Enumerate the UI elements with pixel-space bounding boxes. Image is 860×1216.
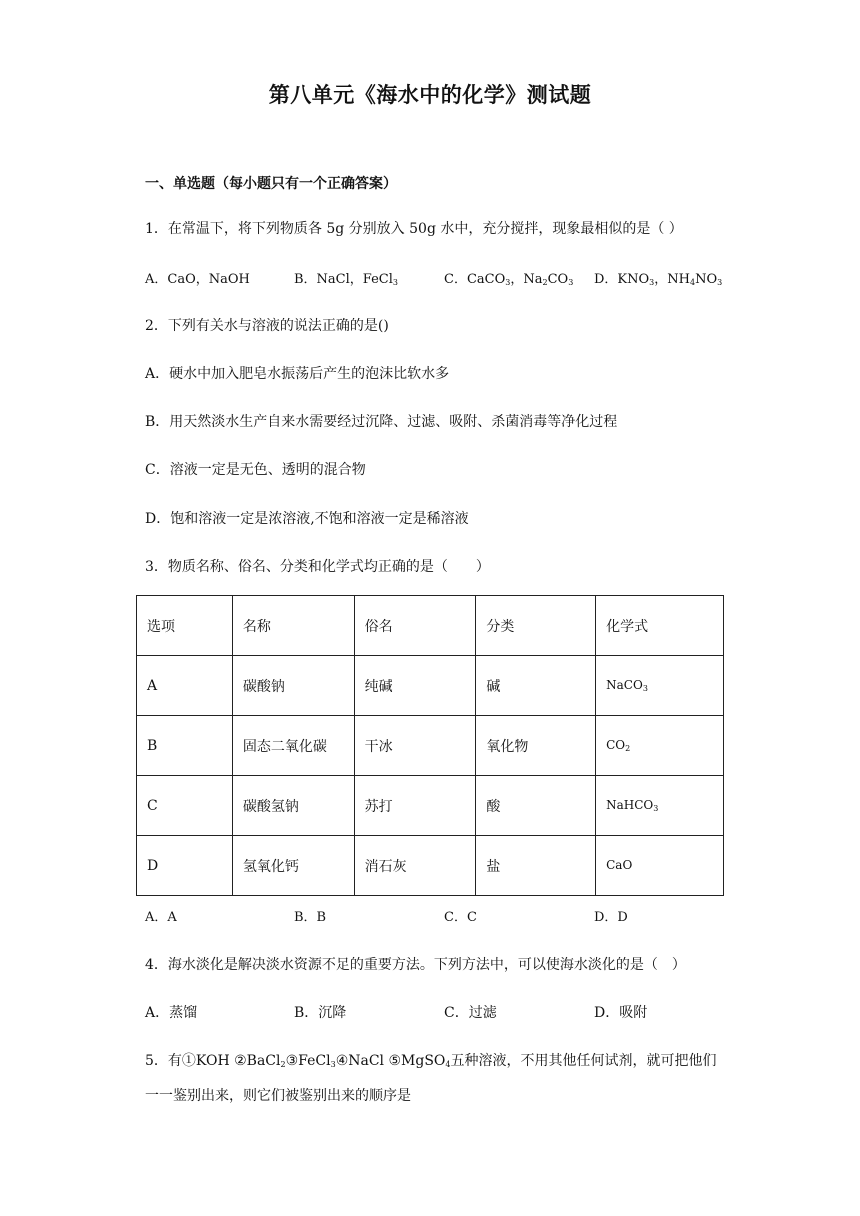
q4-option-a: A．蒸馏 xyxy=(145,1005,198,1021)
q1-option-b: B．NaCl，FeCl$_3$ xyxy=(294,272,398,287)
table-cell-formula: NaCO$_3$ xyxy=(596,656,724,716)
table-cell-formula: CaO xyxy=(596,836,724,896)
section-heading: 一、单选题（每小题只有一个正确答案） xyxy=(145,176,397,192)
table-header-row xyxy=(137,596,724,656)
table-header-cell: 分类 xyxy=(476,596,596,656)
table-cell-name: 氢氧化钙 xyxy=(232,836,354,896)
table-cell-option: D xyxy=(137,836,233,896)
table-cell-option: C xyxy=(137,776,233,836)
table-cell-option: A xyxy=(137,656,233,716)
table-row xyxy=(137,836,724,896)
q3-option-d: D．D xyxy=(594,910,628,925)
question-1-stem: 1．在常温下，将下列物质各 5g 分别放入 50g 水中，充分搅拌，现象最相似的是（ ） xyxy=(145,221,683,237)
table-cell-formula: $CO_2$ xyxy=(596,716,724,776)
q3-option-b: B．B xyxy=(294,910,327,925)
page-title: 第八单元《海水中的化学》测试题 xyxy=(268,83,592,107)
table-cell-common-name: 苏打 xyxy=(354,776,476,836)
table-header-cell: 俗名 xyxy=(354,596,476,656)
question-5-stem: 5．有①KOH ②BaCl$_2$③FeCl$_3$④NaCl ⑤MgSO$_4$五种溶液，不用其他任何试剂，就可把他们 xyxy=(145,1053,717,1069)
question-4-stem: 4．海水淡化是解决淡水资源不足的重要方法。下列方法中，可以使海水淡化的是（ ） xyxy=(145,957,686,973)
q4-option-d: D．吸附 xyxy=(594,1005,648,1021)
q4-option-b: B．沉降 xyxy=(294,1005,347,1021)
q3-option-c: C．C xyxy=(444,910,477,925)
table-row xyxy=(137,776,724,836)
table-cell-class: 氧化物 xyxy=(476,716,596,776)
table-cell-common-name: 消石灰 xyxy=(354,836,476,896)
q1-option-a: A．CaO，NaOH xyxy=(145,272,250,287)
table-row xyxy=(137,656,724,716)
q2-option-d: D．饱和溶液一定是浓溶液,不饱和溶液一定是稀溶液 xyxy=(145,511,469,527)
q3-option-a: A．A xyxy=(145,910,177,925)
table-cell-name: 碳酸钠 xyxy=(232,656,354,716)
q2-option-c: C．溶液一定是无色、透明的混合物 xyxy=(145,462,366,478)
q2-option-b: B．用天然淡水生产自来水需要经过沉降、过滤、吸附、杀菌消毒等净化过程 xyxy=(145,414,618,430)
table-cell-formula: NaHCO$_3$ xyxy=(596,776,724,836)
substance-table xyxy=(136,595,724,896)
table-cell-class: 盐 xyxy=(476,836,596,896)
q1-option-c: C．CaCO$_3$，$Na_2CO_3$ xyxy=(444,272,574,287)
table-cell-name: 固态二氧化碳 xyxy=(232,716,354,776)
table-cell-class: 碱 xyxy=(476,656,596,716)
table-cell-name: 碳酸氢钠 xyxy=(232,776,354,836)
table-header-cell: 名称 xyxy=(232,596,354,656)
q2-option-a: A．硬水中加入肥皂水振荡后产生的泡沫比软水多 xyxy=(145,366,450,382)
table-cell-class: 酸 xyxy=(476,776,596,836)
table-cell-common-name: 纯碱 xyxy=(354,656,476,716)
question-3-stem: 3．物质名称、俗名、分类和化学式均正确的是（ ） xyxy=(145,559,490,575)
table-row xyxy=(137,716,724,776)
table-header-cell: 化学式 xyxy=(596,596,724,656)
q4-option-c: C．过滤 xyxy=(444,1005,497,1021)
table-header-cell: 选项 xyxy=(137,596,233,656)
question-2-stem: 2．下列有关水与溶液的说法正确的是() xyxy=(145,318,389,334)
table-cell-option: B xyxy=(137,716,233,776)
question-5-stem-continued: 一一鉴别出来，则它们被鉴别出来的顺序是 xyxy=(145,1088,411,1104)
q1-option-d: D．$KNO_3$，$NH_4NO_3$ xyxy=(594,272,723,287)
table-cell-common-name: 干冰 xyxy=(354,716,476,776)
